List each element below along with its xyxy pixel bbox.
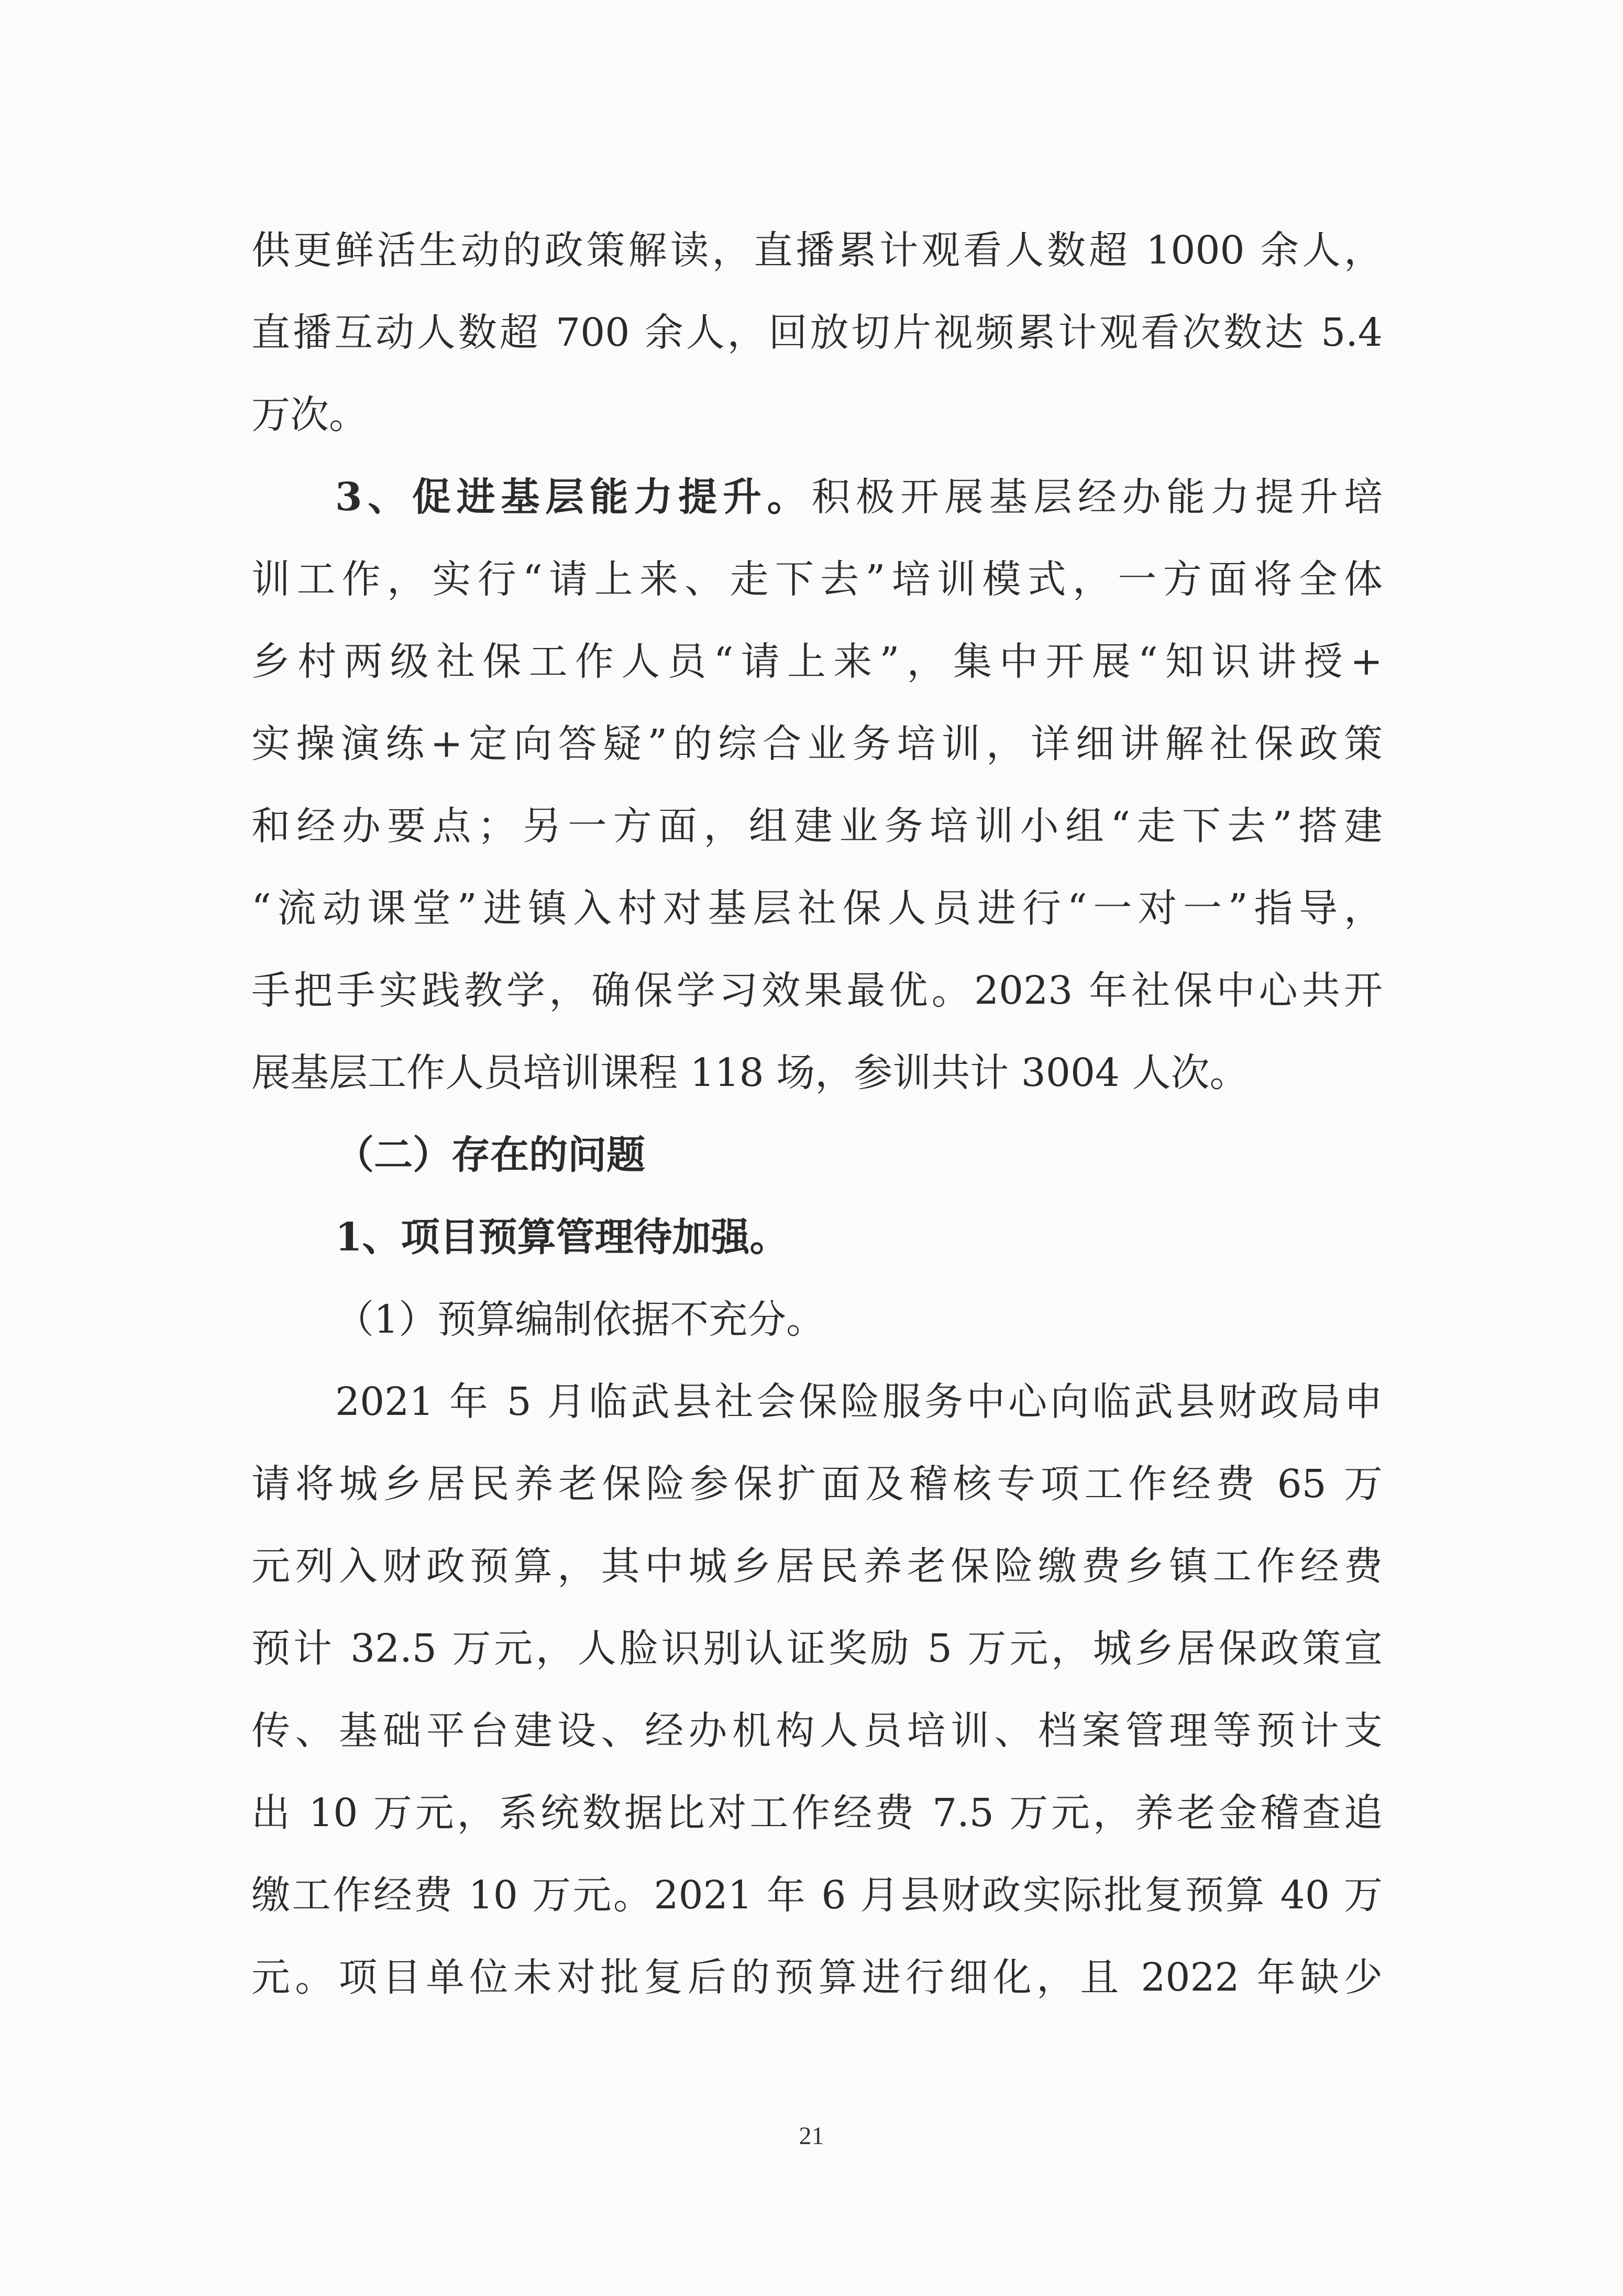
page-number: 21 bbox=[799, 2122, 824, 2150]
text-line-18: 预计 32.5 万元，人脸识别认证奖励 5 万元，城乡居保政策宣 bbox=[251, 1626, 1383, 1671]
issue-1-heading: 1、项目预算管理待加强。 bbox=[335, 1215, 789, 1260]
text-line-16: 请将城乡居民养老保险参保扩面及稽核专项工作经费 65 万 bbox=[251, 1462, 1383, 1507]
issue-1-subheading: （1）预算编制依据不充分。 bbox=[335, 1297, 825, 1342]
text-line-17: 元列入财政预算，其中城乡居民养老保险缴费乡镇工作经费 bbox=[251, 1544, 1383, 1589]
body-text bbox=[251, 210, 1383, 2019]
text-line-9: “流动课堂”进镇入村对基层社保人员进行“一对一”指导， bbox=[251, 886, 1383, 931]
section-3-first-line bbox=[251, 456, 1383, 539]
text-line-7: 实操演练+定向答疑”的综合业务培训，详细讲解社保政策 bbox=[251, 721, 1383, 766]
text-line-2: 直播互动人数超 700 余人，回放切片视频累计观看次数达 5.4 bbox=[251, 310, 1383, 355]
text-line-20: 出 10 万元，系统数据比对工作经费 7.5 万元，养老金稽查追 bbox=[251, 1790, 1383, 1836]
text-line-19: 传、基础平台建设、经办机构人员培训、档案管理等预计支 bbox=[251, 1708, 1383, 1753]
subsection-heading-issues: （二）存在的问题 bbox=[335, 1133, 645, 1178]
text-line-10: 手把手实践教学，确保学习效果最优。2023 年社保中心共开 bbox=[251, 968, 1383, 1013]
text-line-22: 元。项目单位未对批复后的预算进行细化，且 2022 年缺少 bbox=[251, 1955, 1383, 2000]
section-3-heading: 3、促进基层能力提升。 bbox=[335, 475, 812, 520]
text-line-1: 供更鲜活生动的政策解读，直播累计观看人数超 1000 余人， bbox=[251, 228, 1383, 273]
text-line-15: 2021 年 5 月临武县社会保险服务中心向临武县财政局申 bbox=[335, 1379, 1383, 1424]
text-line-3: 万次。 bbox=[251, 392, 368, 437]
text-line-5: 训工作，实行“请上来、走下去”培训模式，一方面将全体 bbox=[251, 557, 1383, 602]
text-line-21: 缴工作经费 10 万元。2021 年 6 月县财政实际批复预算 40 万 bbox=[251, 1873, 1383, 1918]
text-line-11: 展基层工作人员培训课程 118 场，参训共计 3004 人次。 bbox=[251, 1050, 1249, 1095]
text-line-6: 乡村两级社保工作人员“请上来”，集中开展“知识讲授+ bbox=[251, 639, 1383, 684]
section-3-text: 积极开展基层经办能力提升培 bbox=[811, 475, 1383, 520]
text-line-8: 和经办要点；另一方面，组建业务培训小组“走下去”搭建 bbox=[251, 804, 1383, 849]
